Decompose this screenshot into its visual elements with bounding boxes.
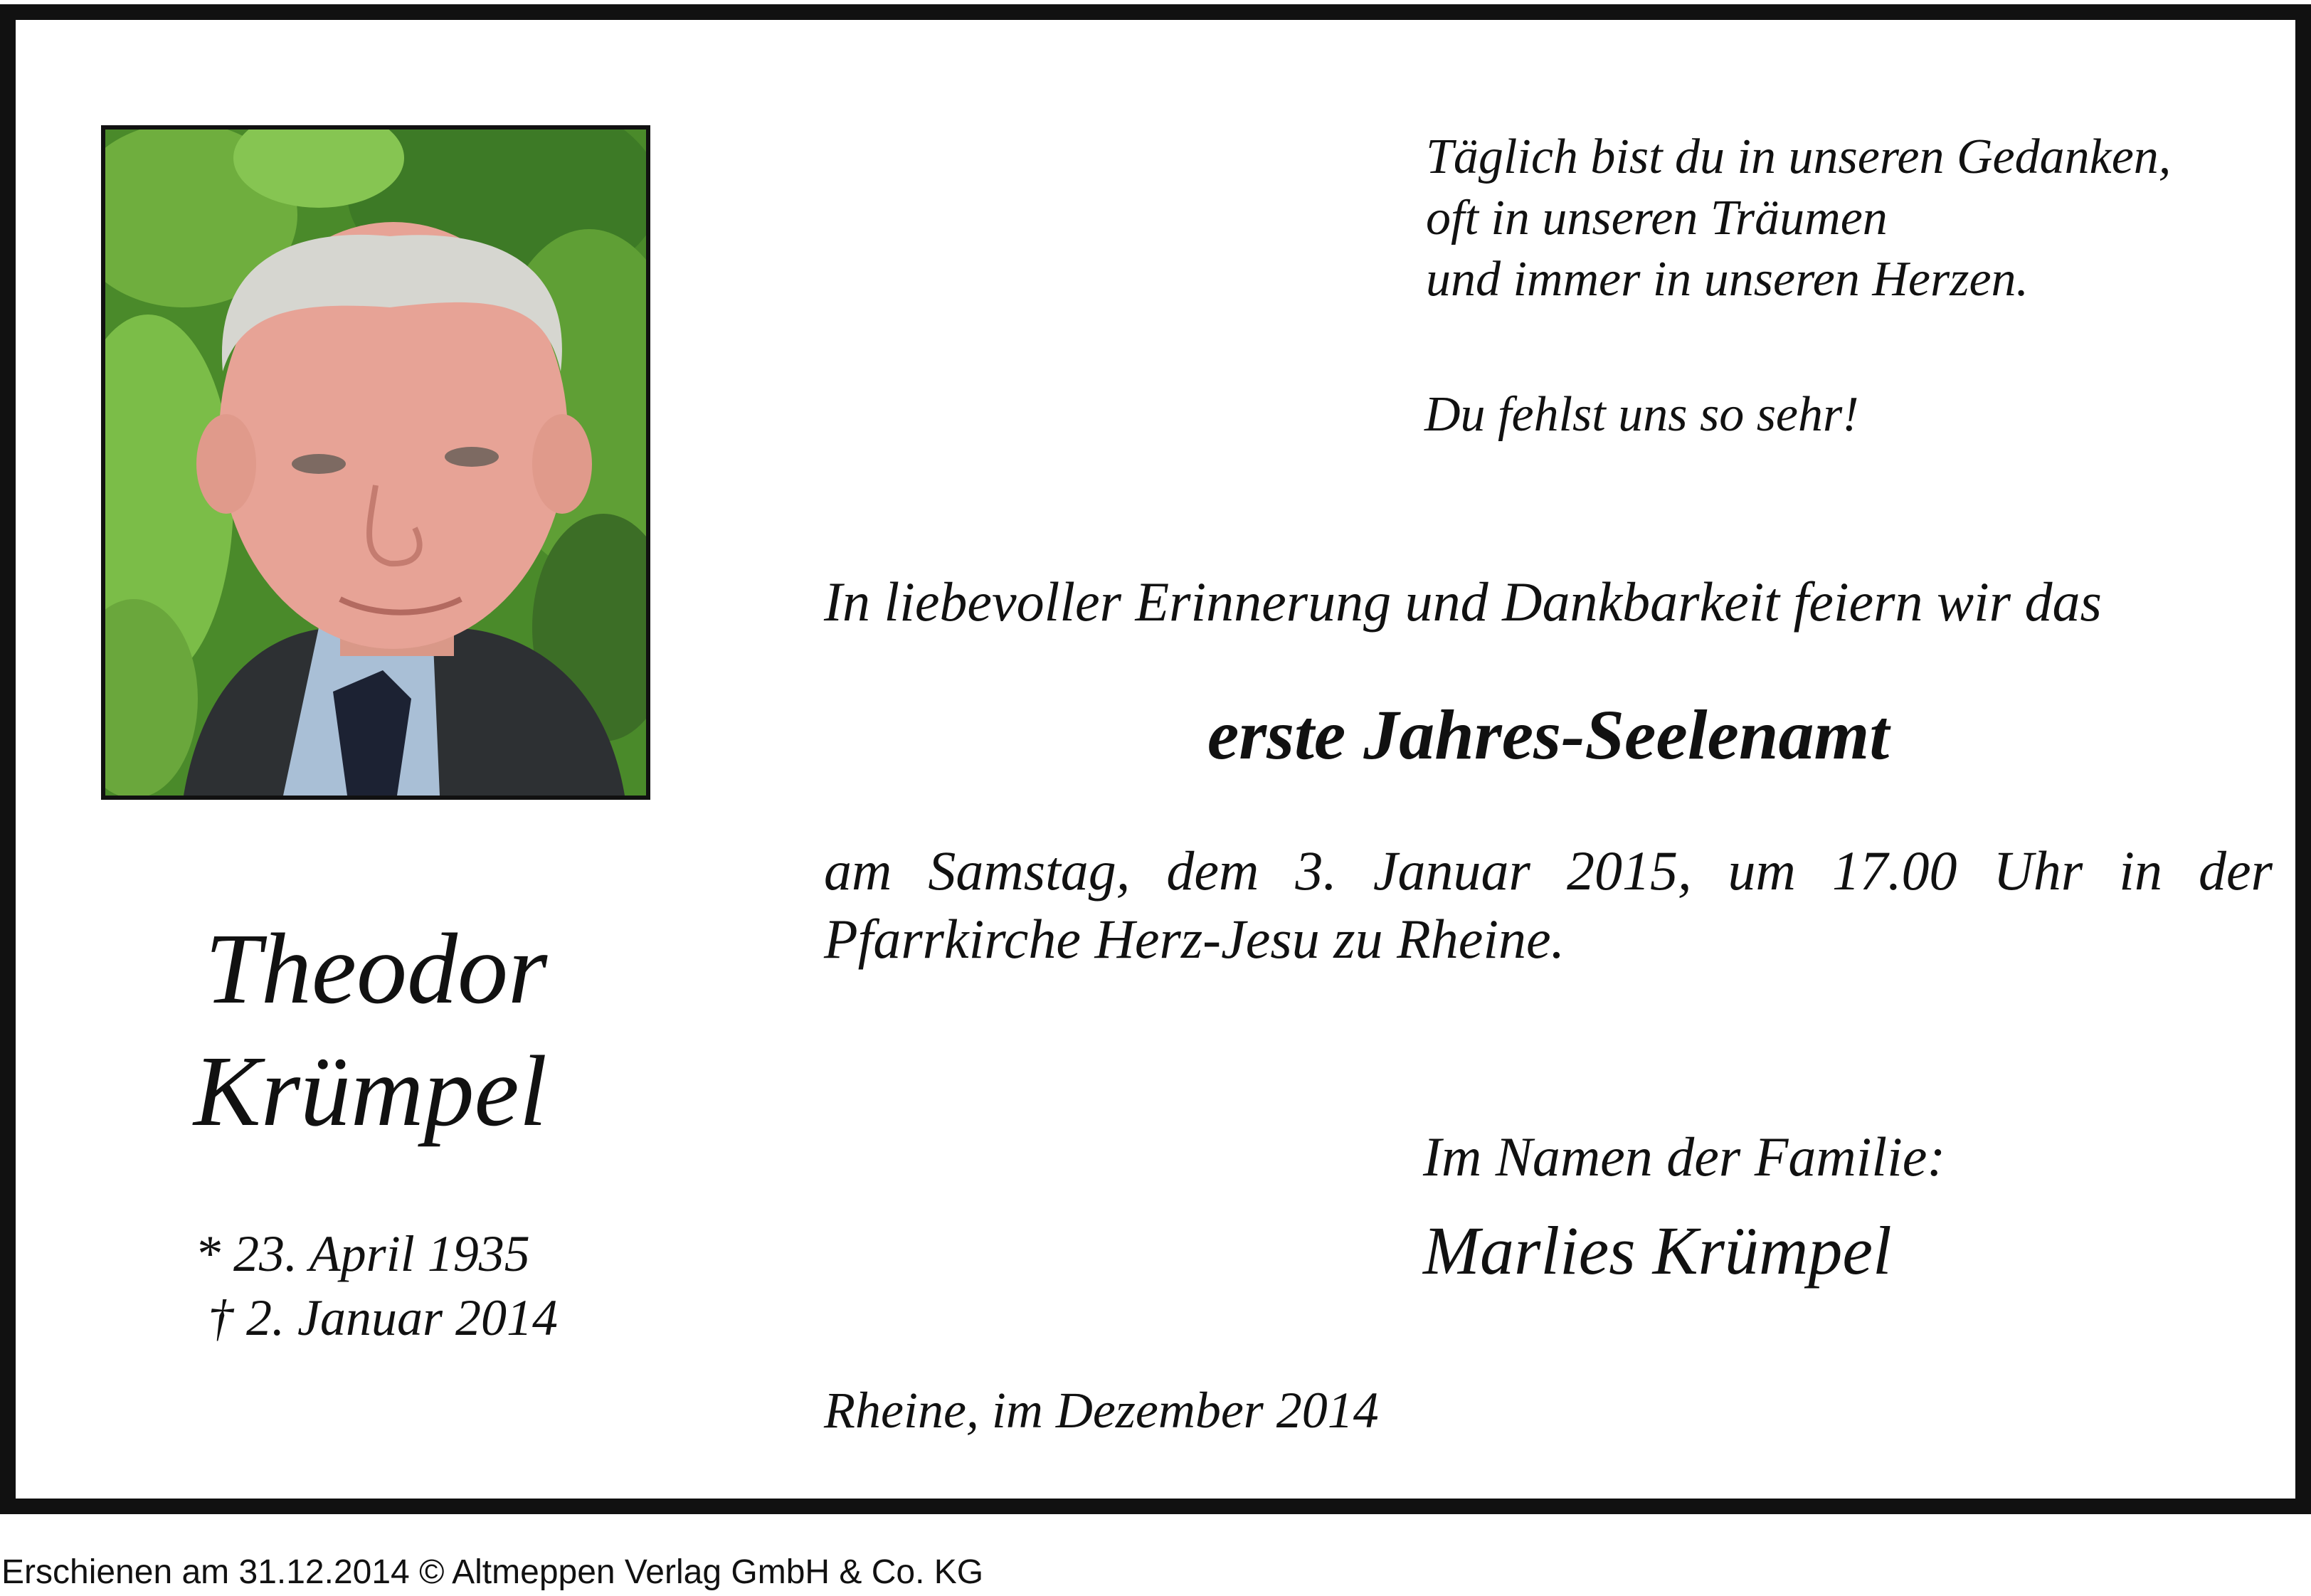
- motto-line: und immer in unseren Herzen.: [1426, 252, 2029, 307]
- motto-line: Täglich bist du in unseren Gedanken,: [1426, 130, 2172, 184]
- birth-date: * 23. April 1935: [195, 1225, 530, 1282]
- announcement-heading: erste Jahres-Seelenamt: [1207, 695, 1890, 774]
- motto-line: oft in unseren Träumen: [1426, 191, 1888, 245]
- signoff-label: Im Namen der Familie:: [1423, 1126, 1946, 1188]
- obituary-card: [0, 4, 2311, 1514]
- portrait-photo: [101, 125, 650, 800]
- details-line: Pfarrkirche Herz-Jesu zu Rheine.: [824, 908, 1565, 970]
- details-line: am Samstag, dem 3. Januar 2015, um 17.00 Uhr in der: [824, 840, 2273, 902]
- announcement-details: [824, 837, 2273, 973]
- place-date: Rheine, im Dezember 2014: [824, 1382, 1379, 1439]
- announcement-intro: In liebevoller Erinnerung und Dankbarkeit feiern wir das: [824, 571, 2102, 633]
- publication-footer: Erschienen am 31.12.2014 © Altmeppen Verlag GmbH & Co. KG: [1, 1553, 984, 1591]
- signoff-name: Marlies Krümpel: [1423, 1212, 1892, 1289]
- memorial-motto: [1426, 127, 2171, 310]
- deceased-first-name: Theodor: [205, 912, 548, 1025]
- deceased-last-name: Krümpel: [194, 1035, 547, 1147]
- motto-closing: Du fehlst uns so sehr!: [1424, 387, 1859, 442]
- death-date: † 2. Januar 2014: [208, 1289, 558, 1346]
